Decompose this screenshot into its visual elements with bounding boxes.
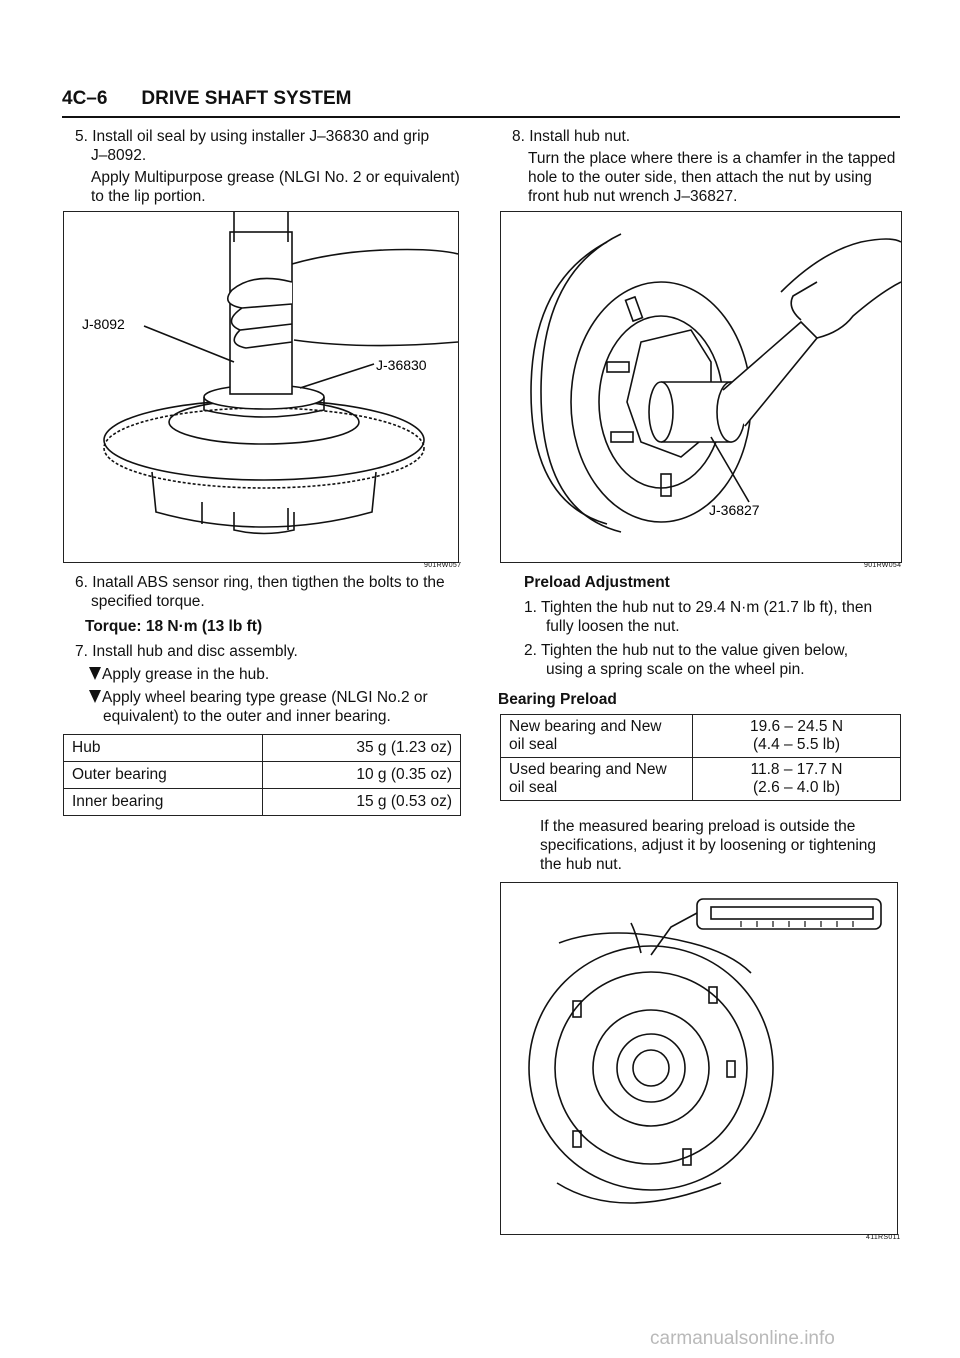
hub-nut-illustration: [501, 212, 901, 562]
section-title: DRIVE SHAFT SYSTEM: [141, 88, 352, 109]
preload-out-of-spec-note: If the measured bearing preload is outside the specifications, adjust it by loosening or tightening the hub nut.: [540, 818, 877, 873]
oil-seal-illustration: [64, 212, 458, 562]
step-8: 8. Install hub nut. Turn the place where there is a chamfer in the tapped hole to the outer side, then attach the nut by using front hub nut wrench J–36827.: [512, 128, 896, 205]
header-rule: [62, 116, 900, 118]
table-row: Hub 35 g (1.23 oz): [64, 735, 461, 762]
preload-table: [500, 714, 901, 801]
figure-oil-seal-installer: [63, 211, 459, 563]
triangle-bullet-icon: [89, 690, 101, 703]
torque-spec: Torque: 18 N·m (13 lb ft): [85, 618, 263, 635]
page-header: [62, 88, 352, 110]
table-row: New bearing and New oil seal 19.6 – 24.5 N (4.4 – 5.5 lb): [501, 715, 901, 758]
bullet-2: Apply wheel bearing type grease (NLGI No.2 or: [75, 688, 461, 707]
figure-spring-scale: [500, 882, 898, 1235]
figure-id-3: 411RS011: [866, 1234, 901, 1241]
figure-id-1: 901RW057: [424, 562, 462, 569]
step-7: 7. Install hub and disc assembly.: [75, 643, 298, 660]
grease-table: [63, 734, 461, 816]
spring-scale-illustration: [501, 883, 897, 1234]
step-5: 5. Install oil seal by using installer J–36830 and grip J–8092. Apply Multipurpose grease (NLGI No. 2 or equivalent) to the lip portion.: [75, 128, 460, 205]
watermark: carmanualsonline.info: [650, 1328, 835, 1349]
figure-id-2: 901RW054: [864, 562, 902, 569]
section-number: 4C–6: [62, 88, 108, 109]
callout-j36827: J-36827: [709, 502, 760, 518]
callout-j8092: J-8092: [82, 316, 125, 332]
bullet-1: Apply grease in the hub.: [75, 665, 461, 684]
callout-j36830: J-36830: [376, 357, 427, 373]
step-6: 6. Inatall ABS sensor ring, then tigthen the bolts to the specified torque. Torque: 18 N·m (13 lb ft) 7. Install hub and disc assembly. Apply grease in the hub. Apply wheel bearing type grease (NLGI No.2 or equivalent) to the outer and inner bearing.: [75, 573, 461, 726]
preload-title: Preload Adjustment: [524, 574, 670, 591]
table-row: Outer bearing 10 g (0.35 oz): [64, 762, 461, 789]
preload-section: Preload Adjustment 1. Tighten the hub nut to 29.4 N·m (21.7 lb ft), then fully loosen the nut. 2. Tighten the hub nut to the value given below, using a spring scale on the wheel pin. Bearing Preload: [512, 573, 900, 709]
triangle-bullet-icon: [89, 667, 101, 680]
table-row: Inner bearing 15 g (0.53 oz): [64, 789, 461, 816]
bearing-preload-title: Bearing Preload: [498, 691, 617, 708]
figure-hub-nut-wrench: [500, 211, 902, 563]
table-row: Used bearing and New oil seal 11.8 – 17.7 N (2.6 – 4.0 lb): [501, 758, 901, 801]
